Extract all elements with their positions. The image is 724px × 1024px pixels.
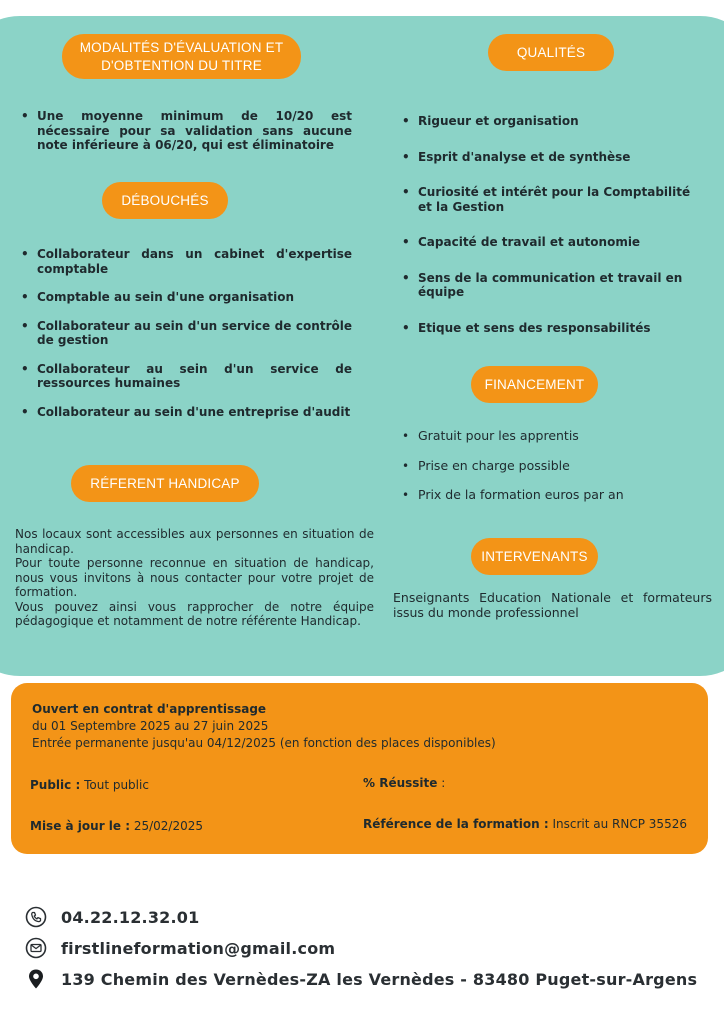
info-dates: du 01 Septembre 2025 au 27 juin 2025 [32,719,269,733]
pill-referent: RÉFERENT HANDICAP [71,465,259,502]
intervenants-text: Enseignants Education Nationale et formateurs issus du monde professionnel [393,590,712,620]
list-item: • Collaborateur au sein d'une entreprise d'audit [15,405,352,420]
maj-value: 25/02/2025 [133,819,204,833]
debouches-list [15,247,352,419]
list-item: • Collaborateur dans un cabinet d'expertise comptable [15,247,352,276]
financement-list [396,429,706,503]
info-reference [363,816,687,833]
info-public [30,777,149,794]
public-value: Tout public [84,778,149,792]
reference-label: Référence de la formation : [363,817,549,831]
public-label: Public : [30,778,81,792]
info-reussite [363,775,445,792]
modalites-list [15,109,352,153]
location-pin-icon [25,968,47,990]
referent-text [15,527,374,629]
list-item: • Collaborateur au sein d'un service de contrôle de gestion [15,319,352,348]
pill-financement: FINANCEMENT [471,366,598,403]
list-item: • Rigueur et organisation [396,114,706,129]
list-item: • Esprit d'analyse et de synthèse [396,150,706,165]
info-heading: Ouvert en contrat d'apprentissage [32,702,267,716]
list-item: • Sens de la communication et travail en équipe [396,271,706,300]
reussite-label: % Réussite [363,776,438,790]
pill-debouches: DÉBOUCHÉS [102,182,228,219]
reference-value: Inscrit au RNCP 35526 [552,817,687,831]
phone-number[interactable]: 04.22.12.32.01 [61,907,200,927]
list-item: • Curiosité et intérêt pour la Comptabilité et la Gestion [396,185,706,214]
info-maj [30,818,203,835]
contact-email[interactable] [25,937,335,959]
list-item: • Collaborateur au sein d'un service de ressources humaines [15,362,352,391]
list-item: • Prix de la formation euros par an [396,488,706,503]
list-item: • Gratuit pour les apprentis [396,429,706,444]
list-item: • Une moyenne minimum de 10/20 est nécessaire pour sa validation sans aucune note inférieure à 06/20, qui est éliminatoire [15,109,352,153]
email-icon [25,937,47,959]
pill-intervenants: INTERVENANTS [471,538,598,575]
list-item: • Capacité de travail et autonomie [396,235,706,250]
postal-address: 139 Chemin des Vernèdes-ZA les Vernèdes - 83480 Puget-sur-Argens [61,969,698,989]
referent-paragraph: Vous pouvez ainsi vous rapprocher de notre équipe pédagogique et notamment de notre référente Handicap. [15,599,374,628]
phone-icon [25,906,47,928]
list-item: • Prise en charge possible [396,459,706,474]
maj-label: Mise à jour le : [30,819,131,833]
pill-modalites: MODALITÉS D'ÉVALUATION ET D'OBTENTION DU TITRE [62,34,301,79]
qualites-list [396,114,706,335]
info-entree: Entrée permanente jusqu'au 04/12/2025 (en fonction des places disponibles) [32,736,496,750]
list-item: • Comptable au sein d'une organisation [15,290,352,305]
referent-paragraph: Nos locaux sont accessibles aux personnes en situation de handicap. [15,527,374,556]
pill-qualites: QUALITÉS [488,34,614,71]
email-address[interactable]: firstlineformation@gmail.com [61,938,336,958]
referent-paragraph: Pour toute personne reconnue en situation de handicap, nous vous invitons à nous contacter pour votre projet de formation. [15,556,374,599]
contact-address [25,968,697,990]
reussite-value: : [441,776,446,790]
contact-phone[interactable] [25,906,199,928]
list-item: • Etique et sens des responsabilités [396,321,706,336]
